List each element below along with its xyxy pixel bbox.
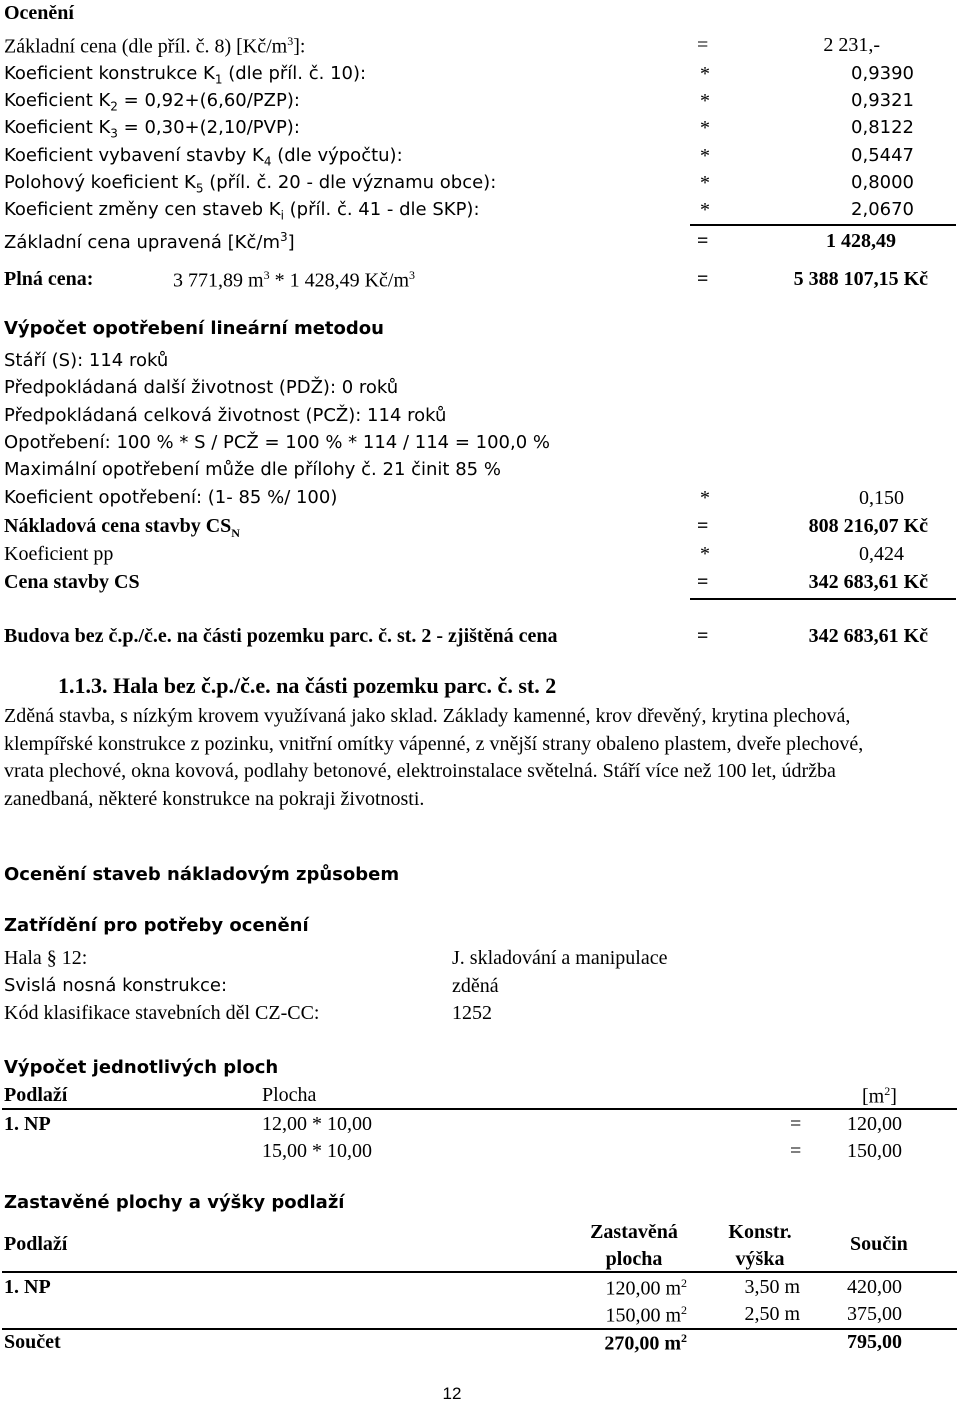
adjusted-price-label: Základní cena upravená $[Kč/m^3]$ xyxy=(4,230,295,253)
classification-label: Svislá nosná konstrukce: xyxy=(4,975,228,996)
areas-col-floor: Podlaží xyxy=(4,1084,68,1106)
row-ki-label: Koeficient změny cen staveb $K_i$ (příl. č. 41 - dle SKP): xyxy=(4,199,480,223)
areas-col-unit: $[m^2]$ xyxy=(862,1084,897,1108)
building-price-label: Cena stavby CS xyxy=(4,571,140,593)
row-base-price-value: 2 231,- xyxy=(823,34,880,56)
built-row-area: 120,00 $m^2$ xyxy=(605,1276,687,1300)
classification-heading: Zatřídění pro potřeby ocenění xyxy=(4,915,309,936)
section-paragraph: Zděná stavba, s nízkým krovem využívaná jako sklad. Základy kamenné, krov dřevěný, krytina plechová, klempířské konstrukce z pozinku, vnitřní omítky vápenné, z vnější strany obaleno plastem, dveře plechové, vrata plechové, okna kovová, podlahy betonové, elektroinstalace světelná. Stáří více než 100 let, údržba zanedbaná, některé konstrukce na pokraji životnosti. xyxy=(4,705,864,810)
built-sum-line xyxy=(2,1328,957,1330)
row-k3-op: * xyxy=(700,117,710,139)
classification-value: zděná xyxy=(452,975,499,997)
wear-heading: Výpočet opotřebení lineární metodou xyxy=(4,318,384,339)
row-k5-label: Polohový koeficient $K_5$ (příl. č. 20 - dle významu obce): xyxy=(4,172,497,196)
section-title-oceneni: Ocenění xyxy=(4,2,74,24)
wear-line: Opotřebení: 100 % * S / PCŽ = 100 % * 114 / 114 = 100,0 % xyxy=(4,432,551,453)
built-sum-area: 270,00 $m^2$ xyxy=(604,1331,687,1355)
full-price-expression: 3 771,89 $m^3 * 1$ 428,49 $Kč/m^3$ xyxy=(173,268,415,292)
built-sum-product: 795,00 xyxy=(847,1331,902,1353)
row-base-price-label: Základní cena (dle příl. č. 8) $[Kč/m^3]$: xyxy=(4,34,306,58)
row-k3-value: 0,8122 xyxy=(851,117,914,138)
areas-col-area: Plocha xyxy=(262,1084,317,1106)
row-k1-label: Koeficient konstrukce $K_1$ (dle příl. č. 10): xyxy=(4,63,367,87)
adjusted-price-op: = xyxy=(697,230,709,252)
divider-line xyxy=(690,598,956,600)
row-k2-value: 0,9321 xyxy=(851,90,914,111)
full-price-value: 5 388 107,15 Kč xyxy=(793,268,928,290)
classification-label: Hala § 12: xyxy=(4,947,88,969)
areas-row-expr: 15,00 * 10,00 xyxy=(262,1140,372,1162)
areas-row-op: = xyxy=(790,1113,802,1135)
row-ki-value: 2,0670 xyxy=(851,199,914,220)
full-price-op: = xyxy=(697,268,709,290)
cost-method-heading: Ocenění staveb nákladovým způsobem xyxy=(4,864,400,885)
built-heading: Zastavěné plochy a výšky podlaží xyxy=(4,1192,345,1213)
building-price-op: = xyxy=(697,571,709,593)
built-row-product: 375,00 xyxy=(847,1303,902,1325)
row-base-price-op: = xyxy=(697,34,709,56)
built-col-floor: Podlaží xyxy=(4,1233,68,1255)
pp-coef-label: Koeficient pp xyxy=(4,543,114,565)
wear-coef-label: Koeficient opotřebení: (1- 85 %/ 100) xyxy=(4,487,338,508)
built-row-product: 420,00 xyxy=(847,1276,902,1298)
areas-heading: Výpočet jednotlivých ploch xyxy=(4,1057,279,1078)
row-k4-label: Koeficient vybavení stavby $K_4$ (dle výpočtu): xyxy=(4,145,403,169)
areas-header-line xyxy=(2,1108,957,1110)
row-k1-op: * xyxy=(700,63,710,85)
classification-value: J. skladování a manipulace xyxy=(452,947,668,969)
wear-coef-op: * xyxy=(700,487,710,509)
areas-row-value: 120,00 xyxy=(847,1113,902,1135)
areas-row-value: 150,00 xyxy=(847,1140,902,1162)
wear-line: Stáří (S): 114 roků xyxy=(4,350,169,371)
row-k5-op: * xyxy=(700,172,710,194)
adjusted-price-value: 1 428,49 xyxy=(826,230,896,252)
wear-line: Maximální opotřebení může dle přílohy č. 21 činit 85 % xyxy=(4,459,501,480)
row-k2-label: Koeficient $K_2 = 0,92+(6,60/PZP)$: xyxy=(4,90,300,114)
row-ki-op: * xyxy=(700,199,710,221)
classification-value: 1252 xyxy=(452,1002,492,1024)
row-k4-op: * xyxy=(700,145,710,167)
row-k1-value: 0,9390 xyxy=(851,63,914,84)
pp-coef-op: * xyxy=(700,543,710,565)
wear-line: Předpokládaná další životnost (PDŽ): 0 roků xyxy=(4,377,399,398)
built-col-product: Součin xyxy=(850,1233,908,1255)
built-sum-label: Součet xyxy=(4,1331,61,1353)
areas-row-floor: 1. NP xyxy=(4,1113,51,1135)
built-header-line xyxy=(2,1271,957,1273)
built-row-height: 2,50 m xyxy=(744,1303,800,1325)
built-col-height: Konstr. výška xyxy=(728,1221,792,1270)
page-number: 12 xyxy=(442,1384,462,1403)
areas-row-expr: 12,00 * 10,00 xyxy=(262,1113,372,1135)
cost-price-value: 808 216,07 Kč xyxy=(808,515,928,537)
cost-price-op: = xyxy=(697,515,709,537)
wear-coef-value: 0,150 xyxy=(859,487,904,509)
section-heading: 1.1.3. Hala bez č.p./č.e. na části pozemku parc. č. st. 2 xyxy=(58,673,557,698)
building-price-value: 342 683,61 Kč xyxy=(808,571,928,593)
building-total-label: Budova bez č.p./č.e. na části pozemku parc. č. st. 2 - zjištěná cena xyxy=(4,625,558,647)
building-total-op: = xyxy=(697,625,709,647)
built-col-area: Zastavěná plocha xyxy=(590,1221,678,1270)
full-price-label: Plná cena: xyxy=(4,268,94,290)
areas-row-op: = xyxy=(790,1140,802,1162)
built-row-floor: 1. NP xyxy=(4,1276,51,1298)
built-row-area: 150,00 $m^2$ xyxy=(605,1303,687,1327)
cost-price-label: Nákladová cena stavby $CS_N$ xyxy=(4,515,240,540)
pp-coef-value: 0,424 xyxy=(859,543,904,565)
row-k3-label: Koeficient $K_3 = 0,30+(2,10/PVP)$: xyxy=(4,117,300,141)
row-k4-value: 0,5447 xyxy=(851,145,914,166)
built-row-height: 3,50 m xyxy=(744,1276,800,1298)
divider-line xyxy=(690,224,956,226)
row-k5-value: 0,8000 xyxy=(851,172,914,193)
wear-line: Předpokládaná celková životnost (PCŽ): 114 roků xyxy=(4,405,447,426)
classification-label: Kód klasifikace stavebních děl CZ-CC: xyxy=(4,1002,320,1024)
building-total-value: 342 683,61 Kč xyxy=(808,625,928,647)
row-k2-op: * xyxy=(700,90,710,112)
